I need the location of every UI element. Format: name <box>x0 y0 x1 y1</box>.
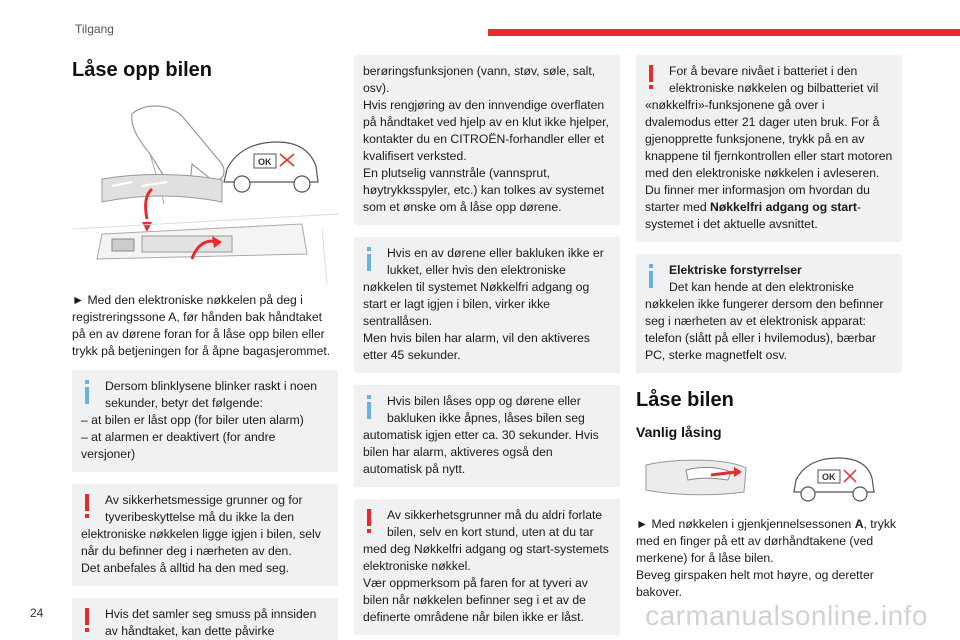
warning-box-battery: For å bevare nivået i batteriet i den elektroniske nøkkelen og bilbatteriet vil «nøkkelfri»-funksjonene gå over i dvalemodus etter 21 dager uten bruk. For å gjenopprette funksjonene, trykk på en av knappene til fjernkontrollen eller start motoren med den elektroniske nøkkelen i avleseren. Du finner mer informasjon om hvordan du starter med Nøkkelfri adgang og start-systemet i det aktuelle avsnittet. <box>636 55 902 242</box>
info-box-relock: Hvis bilen låses opp og dørene eller bakluken ikke åpnes, låses bilen seg automatisk igjen etter ca. 30 sekunder. Hvis bilen har alarm, aktiveres også den automatisk på nytt. <box>354 385 620 487</box>
column-1 <box>72 55 338 640</box>
unlock-step: ► Med den elektroniske nøkkelen på deg i registreringssone A, før hånden bak håndtaket på en av dørene foran for å låse opp bilen eller trykk på betjeningen for å åpne bagasjerommet. <box>72 293 331 358</box>
info-icon <box>364 247 374 273</box>
warning-box-security: Av sikkerhetsmessige grunner og for tyveribeskyttelse må du ikke la den elektroniske nøkkelen ligge igjen i bilen, selv når du befinner deg i nærheten av den. Det anbefales å alltid ha den med seg. <box>72 484 338 586</box>
column-2 <box>354 55 620 640</box>
info-box-doors: Hvis en av dørene eller bakluken ikke er lukket, eller hvis den elektroniske nøkkelen til systemet Nøkkelfri adgang og start er lagt igjen i bilen, virker ikke sentrallåsen. Men hvis bilen har alarm, vil den aktiveres etter 45 sekunder. <box>354 237 620 373</box>
warning-icon <box>646 65 656 91</box>
lock-step-2: Beveg girspaken helt mot høyre, og deretter bakover. <box>636 568 874 599</box>
warning-icon <box>82 608 92 634</box>
info-box-interference: Elektriske forstyrrelser Det kan hende at den elektroniske nøkkelen ikke fungerer dersom den befinner seg i nærheten av et elektronisk apparat: telefon (slått på eller i hvilemodus), bærbar PC, sterke magnetfelt osv. <box>636 254 902 373</box>
info-icon <box>82 380 92 406</box>
column-3 <box>636 55 902 611</box>
info-box-blink: Dersom blinklysene blinker raskt i noen sekunder, betyr det følgende: – at bilen er låst opp (for biler uten alarm) – at alarmen er deaktivert (for andre versjoner) <box>72 370 338 472</box>
illustration-lock <box>636 450 902 506</box>
page-number: 24 <box>30 606 44 620</box>
section-accent-bar <box>488 29 960 36</box>
ok-label: OK <box>822 472 836 482</box>
warning-icon <box>364 509 374 535</box>
info-icon <box>646 264 656 290</box>
subheading-normal-lock: Vanlig låsing <box>636 424 722 440</box>
car-lock-icon <box>794 458 874 501</box>
warning-box-leave: Av sikkerhetsgrunner må du aldri forlate bilen, selv en kort stund, uten at du tar med deg Nøkkelfri adgang og start-systemets elektroniske nøkkel. Vær oppmerksom på faren for at tyveri av bilen når nøkkelen befinner seg i et av de definerte områdene når bilen ikke er låst. <box>354 499 620 635</box>
car-lock-icon <box>224 142 318 192</box>
lock-finger-handle-icon <box>636 450 902 506</box>
section-header: Tilgang <box>75 22 114 36</box>
watermark: carmanualsonline.info <box>645 600 928 631</box>
info-icon <box>364 395 374 421</box>
warning-icon <box>82 494 92 520</box>
illustration-unlock <box>72 94 338 284</box>
continued-box-dirt: berøringsfunksjonen (vann, støv, søle, salt, osv). Hvis rengjøring av den innvendige overflaten på håndtaket ved hjelp av en klut ikke hjelper, kontakter du en CITROËN-forhandler eller et kvalifisert verksted. En plutselig vannstråle (vannsprut, høytrykksspyler, etc.) kan tolkes av systemet som et ønske om å låse opp dørene. <box>354 55 620 225</box>
heading-lock: Låse bilen <box>636 389 734 411</box>
warning-box-dirt: Hvis det samler seg smuss på innsiden av håndtaket, kan dette påvirke <box>72 598 338 640</box>
heading-unlock: Låse opp bilen <box>72 59 213 81</box>
ok-label: OK <box>258 157 272 167</box>
unlock-hand-handle-icon <box>72 94 338 284</box>
lock-step: ► Med nøkkelen i gjenkjennelsessonen A, trykk med en finger på ett av dørhåndtakene (ved merkene) for å låse bilen. <box>636 517 897 565</box>
